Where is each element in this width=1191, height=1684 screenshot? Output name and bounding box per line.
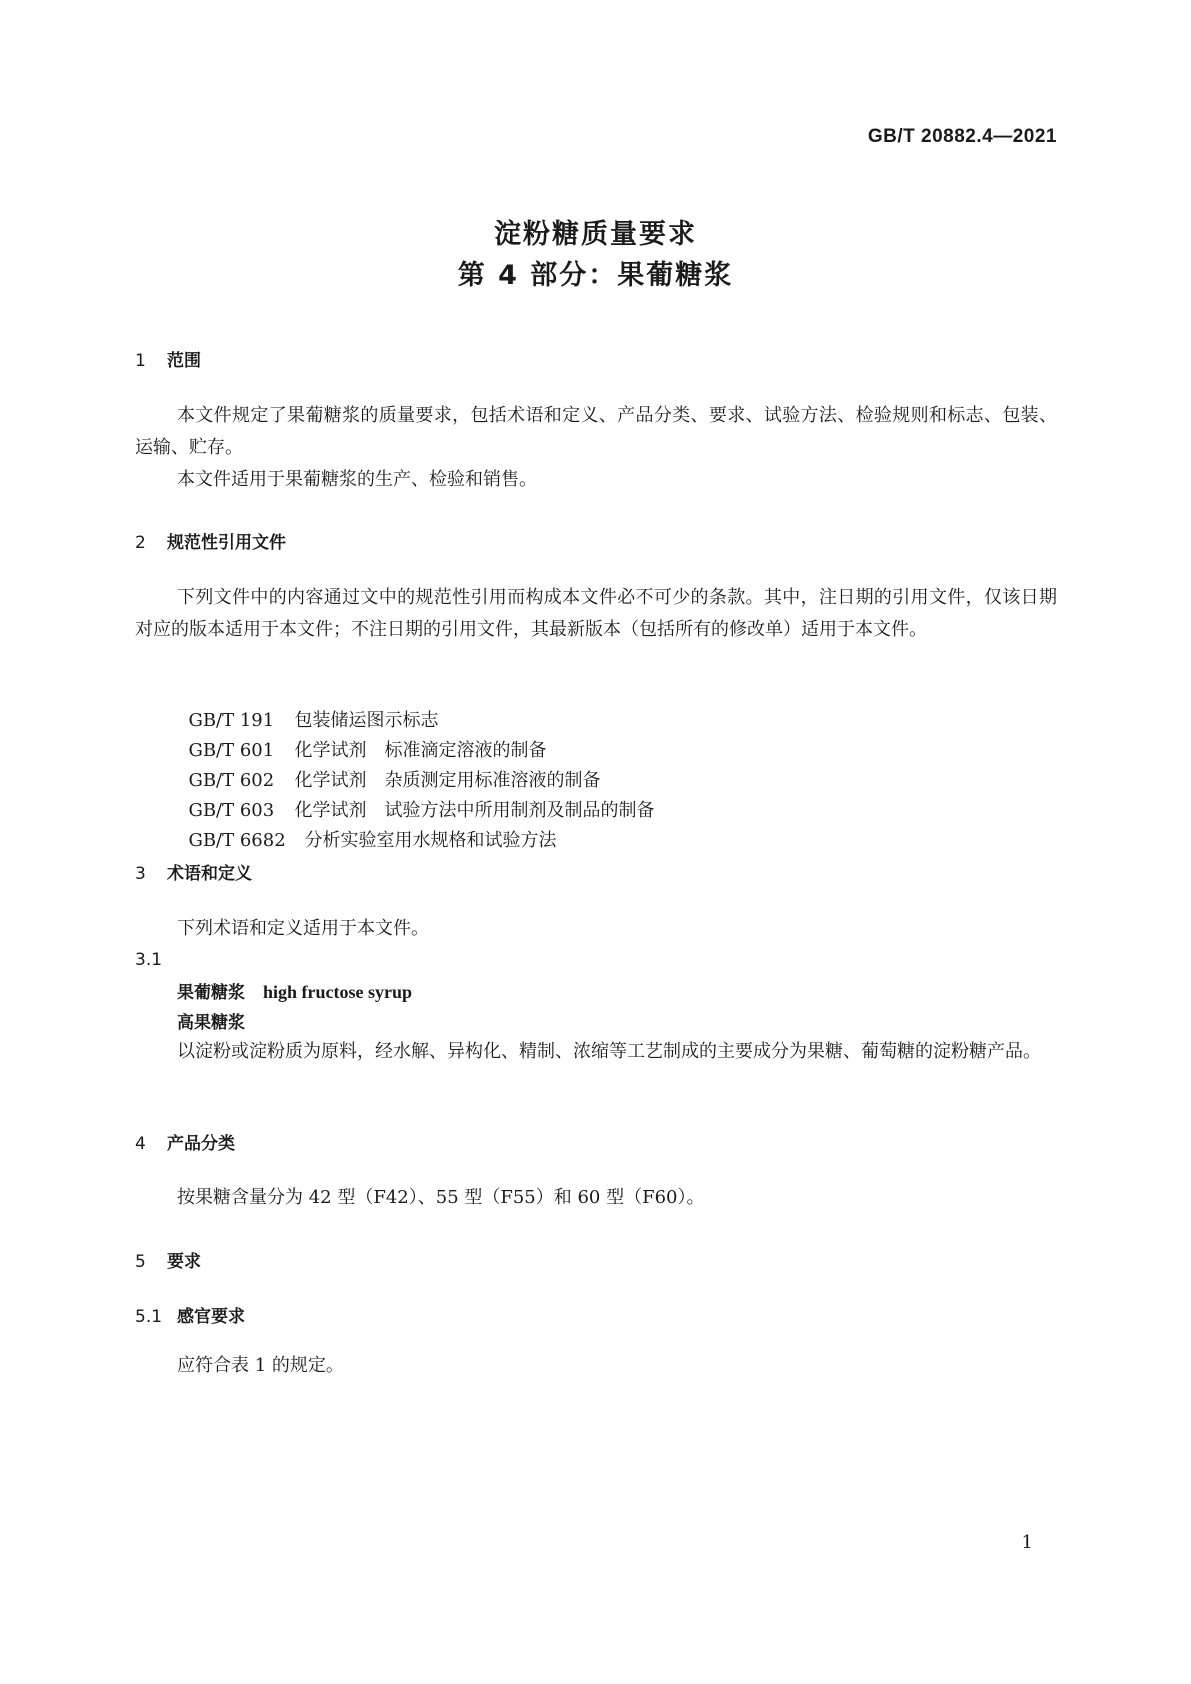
section-3-heading [135,859,252,884]
section-title: 感官要求 [177,1307,245,1327]
reference-title: 化学试剂 试验方法中所用制剂及制品的制备 [294,800,655,821]
term-definition: 以淀粉或淀粉质为原料，经水解、异构化、精制、浓缩等工艺制成的主要成分为果糖、葡萄糖的淀粉糖产品。 [177,1041,1041,1062]
section-title: 规范性引用文件 [167,533,286,553]
document-title: 淀粉糖质量要求 [494,219,697,250]
reference-code: GB/T 603 [188,800,275,821]
term-english: high fructose syrup [263,982,413,1002]
section-1-heading [135,346,201,371]
reference-code: GB/T 191 [188,710,275,731]
section-2-heading [135,528,286,553]
reference-title: 化学试剂 杂质测定用标准溶液的制备 [294,770,601,791]
section-1-paragraph-1: 本文件规定了果葡糖浆的质量要求，包括术语和定义、产品分类、要求、试验方法、检验规则和标志、包装、运输、贮存。 [135,405,1057,458]
section-number: 5.1 [135,1307,163,1327]
section-4-heading [135,1129,235,1154]
reference-title: 化学试剂 标准滴定溶液的制备 [294,740,547,761]
section-5-1-heading [135,1302,245,1327]
section-title: 范围 [167,351,201,371]
reference-code: GB/T 601 [188,740,275,761]
reference-item [177,793,556,857]
document-subtitle: 第 4 部分：果葡糖浆 [457,260,734,291]
section-number: 5 [135,1252,146,1272]
reference-title: 包装储运图示标志 [294,710,439,731]
subsection-3-1-number: 3.1 [135,950,163,970]
section-1-paragraph-2: 本文件适用于果葡糖浆的生产、检验和销售。 [177,469,537,490]
section-number: 4 [135,1134,146,1154]
term-admitted: 高果糖浆 [177,1013,245,1033]
section-5-1-paragraph-1: 应符合表 1 的规定。 [177,1355,344,1376]
section-4-paragraph-1: 按果糖含量分为 42 型（F42）、55 型（F55）和 60 型（F60）。 [177,1187,705,1208]
term-entry [177,978,412,1003]
standard-code: GB/T 20882.4—2021 [867,126,1057,147]
section-2-paragraph-1: 下列文件中的内容通过文中的规范性引用而构成本文件必不可少的条款。其中，注日期的引用文件，仅该日期对应的版本适用于本文件；不注日期的引用文件，其最新版本（包括所有的修改单）适用于本文件。 [135,587,1057,640]
reference-code: GB/T 602 [188,770,275,791]
section-5-heading [135,1247,201,1272]
section-3-paragraph-1: 下列术语和定义适用于本文件。 [177,918,429,939]
section-title: 术语和定义 [167,864,252,884]
reference-code: GB/T 6682 [188,830,286,851]
page-number: 1 [1021,1532,1033,1553]
section-number: 1 [135,351,146,371]
reference-title: 分析实验室用水规格和试验方法 [304,830,557,851]
section-title: 产品分类 [167,1134,235,1154]
section-number: 3 [135,864,146,884]
term-chinese: 果葡糖浆 [177,983,245,1003]
section-title: 要求 [167,1252,201,1272]
section-number: 2 [135,533,146,553]
